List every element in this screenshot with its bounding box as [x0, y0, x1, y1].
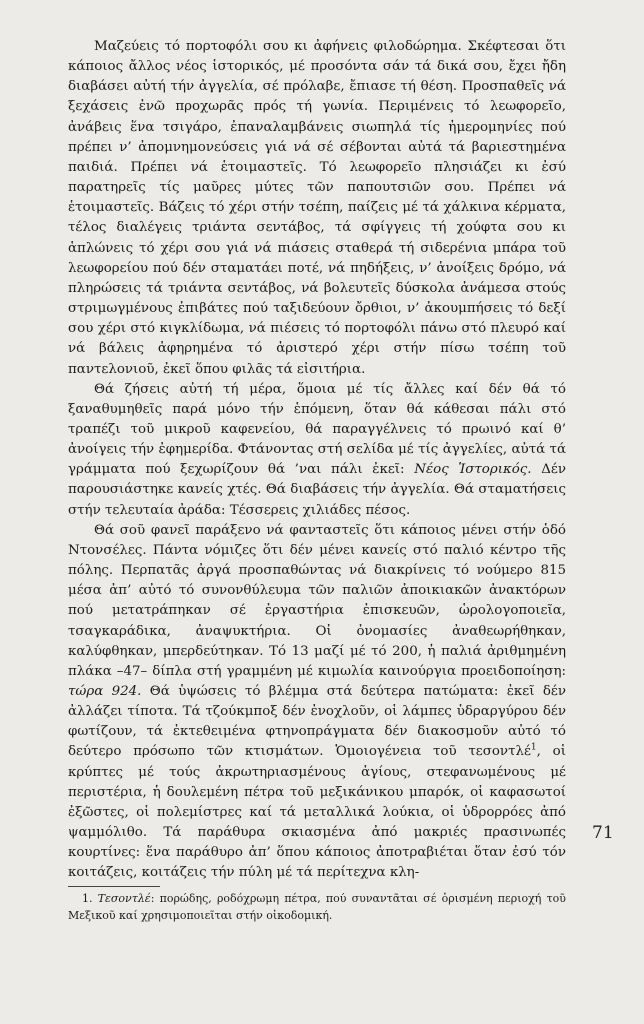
- footnote-text: : πορώδης, ροδόχρωμη πέτρα, πού συναντᾶται σέ ὁρισμένη περιοχή τοῦ Μεξικοῦ καί χρησιμοποιεῖται στήν οἰκοδομική.: [68, 892, 566, 922]
- footnote-term: Τεσοντλέ: [97, 892, 151, 905]
- paragraph-3-text-end: , οἱ κρύπτες μέ τούς ἀκρωτηριασμένους ἁγίους, στεφανωμένους μέ περιστέρια, ἡ δουλεμένη πέτρα τοῦ μεξικάνικου μπαρόκ, οἱ καφασωτοί ἐξῶστες, οἱ πολεμίστρες καί τά μεταλλικά λούκια, οἱ ὑδρορρόες ἀπό ψαμμόλιθο. Τά παράθυρα σκιασμένα ἀπό μακριές πρασινωπές κουρτίνες: ἕνα παράθυρο ἀπ’ ὅπου κάποιος ἀποτραβιέται ὅταν ἐσύ τόν κοιτάζεις, κοιτάζεις τήν πύλη μέ τά περίτεχνα κλη-: [68, 744, 566, 881]
- footnote-reference: 1: [530, 743, 537, 753]
- footnote: [68, 890, 566, 924]
- paragraph-2-text: Θά ζήσεις αὐτή τή μέρα, ὅμοια μέ τίς ἄλλες καί δέν θά τό ξαναθυμηθεῖς παρά μόνο τήν ἑπόμενη, ὅταν θά κάθεσαι πάλι στό τραπέζι τοῦ μικροῦ καφενείου, θά παραγγέλνεις τό πρωινό καί θ’ ἀνοίγεις τήν ἐφημερίδα. Φτάνοντας στή σελίδα μέ τίς ἀγγελίες, αὐτά τά γράμματα πού ξεχωρίζουν θά ’ναι πάλι ἐκεῖ:: [68, 381, 566, 478]
- paragraph-3-text-middle: Θά ὑψώσεις τό βλέμμα στά δεύτερα πατώματα: ἐκεῖ δέν ἀλλάζει τίποτα. Τά τζούκμποξ δέν ἐνοχλοῦν, οἱ λάμπες ὑδραργύρου δέν φωτίζουν, τά ἐκτεθειμένα φτηνοπράγματα δέν διακοσμοῦν αὐτό τό δεύτερο πρόσωπο τῶν κτισμάτων. Ὁμοιογένεια τοῦ τεσοντλέ: [68, 684, 566, 760]
- paragraph-2: [68, 380, 566, 521]
- paragraph-3-text: Θά σοῦ φανεῖ παράξενο νά φανταστεῖς ὅτι κάποιος μένει στήν ὁδό Ντονσέλες. Πάντα νόμιζες ὅτι δέν μένει κανείς στό παλιό κέντρο τῆς πόλης. Περπατᾶς ἀργά προσπαθώντας νά διακρίνεις τό νούμερο 815 μέσα ἀπ’ αὐτό τό συνονθύλευμα τῶν παλιῶν ἀποικιακῶν ἀνακτόρων πού μετατράπηκαν σέ ἐργαστήρια ἐπισκευῶν, ὡρολογοποιεῖα, τσαγκαράδικα, ἀναψυκτήρια. Οἱ ὀνομασίες ἀναθεωρήθηκαν, καλύφθηκαν, μπερδεύτηκαν. Τό 13 μαζί μέ τό 200, ἡ παλιά ἀριθμημένη πλάκα –47– δίπλα στή γραμμένη μέ κιμωλία καινούργια προειδοποίηση:: [68, 522, 566, 679]
- footnote-number: 1.: [82, 892, 98, 905]
- footnote-divider: [68, 886, 160, 887]
- paragraph-3: [68, 521, 566, 884]
- paragraph-2-text-end: Δέν παρουσιάστηκε κανείς χτές. Θά διαβάσεις τήν ἀγγελία. Θά σταματήσεις στήν τελευταία ἀράδα: Τέσσερεις χιλιάδες πέσος.: [68, 462, 566, 518]
- paragraph-1: Μαζεύεις τό πορτοφόλι σου κι ἀφήνεις φιλοδώρημα. Σκέφτεσαι ὅτι κάποιος ἄλλος νέος ἱστορικός, μέ προσόντα σάν τά δικά σου, ἔχει ἤδη διαβάσει αὐτή τήν ἀγγελία, σέ πρόλαβε, ἔπιασε τή θέση. Προσπαθεῖς νά ξεχάσεις ἐνῶ προχωρᾶς πρός τή γωνία. Περιμένεις τό λεωφορεῖο, ἀνάβεις ἕνα τσιγάρο, ἐπαναλαμβάνεις σιωπηλά τίς ἡμερομηνίες πού πρέπει ν’ ἀπομνημονεύσεις γιά νά σέ σέβονται αὐτά τά βαριεστημένα παιδιά. Πρέπει νά ἑτοιμαστεῖς. Τό λεωφορεῖο πλησιάζει κι ἐσύ παρατηρεῖς τίς μαῦρες μύτες τῶν παπουτσιῶν σου. Πρέπει νά ἑτοιμαστεῖς. Βάζεις τό χέρι στήν τσέπη, παίζεις μέ τά χάλκινα κέρματα, τέλος διαλέγεις τριάντα σεντάβος, τά σφίγγεις τή χούφτα σου κι ἁπλώνεις τό χέρι σου γιά νά πιάσεις σταθερά τή σιδερένια μπάρα τοῦ λεωφορείου πού δέν σταματάει ποτέ, νά πηδήξεις, ν’ ἀνοίξεις δρόμο, νά πληρώσεις τά τριάντα σεντάβος, νά βολευτεῖς δύσκολα ἀνάμεσα στούς στριμωγμένους ἐπιβάτες πού ταξιδεύουν ὄρθιοι, ν’ ἀκουμπήσεις τό δεξί σου χέρι στό κιγκλίδωμα, νά πιέσεις τό πορτοφόλι πάνω στό πλευρό καί νά βάλεις ἀφηρημένα τό ἀριστερό χέρι στήν πίσω τσέπη τοῦ παντελονιοῦ, ἐκεῖ ὅπου φιλᾶς τά εἰσιτήρια.: [68, 39, 566, 377]
- main-text: [68, 37, 566, 884]
- paragraph-3-emphasis: τώρα 924.: [68, 684, 142, 699]
- page-number: 71: [592, 823, 614, 843]
- paragraph-2-emphasis: Νέος Ἱστορικός.: [414, 462, 532, 478]
